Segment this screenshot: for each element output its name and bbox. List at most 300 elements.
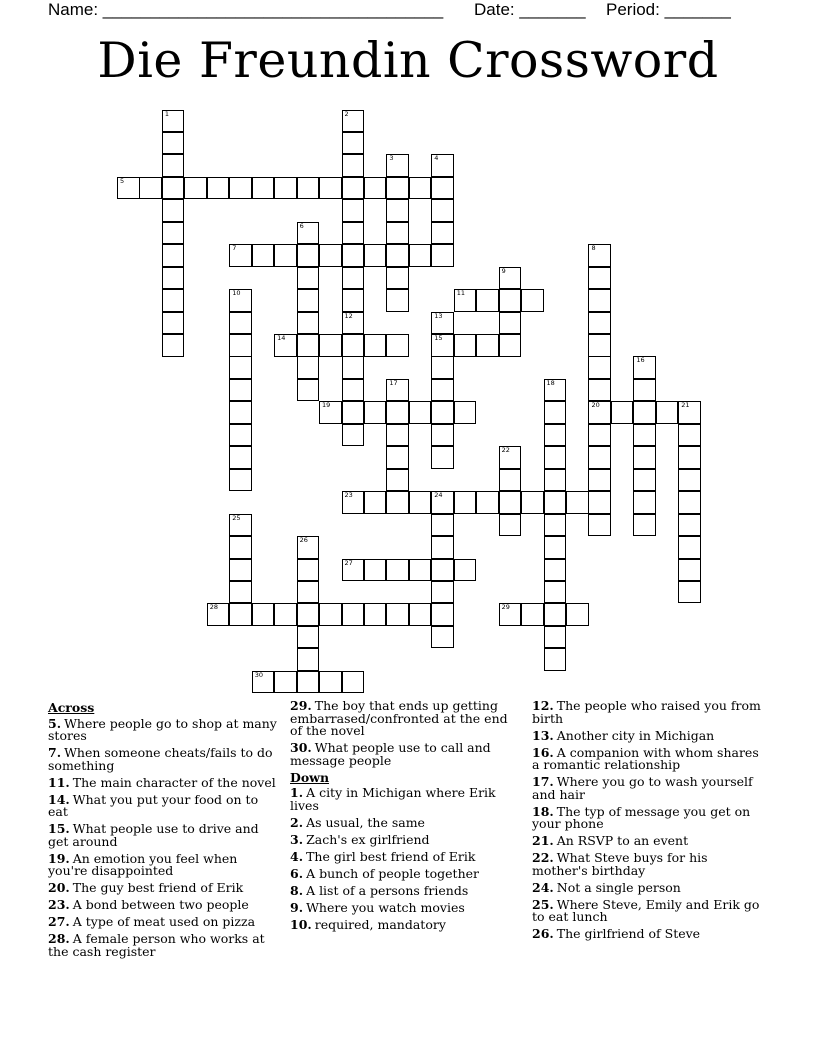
- clue-item-text: Zach's ex girlfriend: [306, 831, 430, 847]
- grid-cell[interactable]: [386, 334, 409, 357]
- clue-item-number: 11.: [48, 774, 70, 790]
- grid-cell[interactable]: [588, 469, 611, 492]
- clue-item-text: What people use to call and message people: [290, 740, 491, 768]
- grid-cell[interactable]: [342, 671, 365, 694]
- grid-cell[interactable]: [431, 401, 454, 424]
- grid-cell[interactable]: [521, 491, 544, 514]
- clue-number: 2: [344, 109, 349, 118]
- grid-cell[interactable]: [229, 177, 252, 200]
- clue-item-text: The girl best friend of Erik: [306, 848, 476, 864]
- clue-item-text: An RSVP to an event: [556, 833, 689, 848]
- grid-cell[interactable]: [544, 514, 567, 537]
- grid-cell[interactable]: [544, 401, 567, 424]
- clue-item-text: A type of meat used on pizza: [72, 914, 256, 929]
- grid-cell[interactable]: [229, 446, 252, 469]
- grid-cell[interactable]: [544, 536, 567, 559]
- grid-cell[interactable]: [386, 559, 409, 582]
- grid-cell[interactable]: [319, 334, 342, 357]
- clue-item: [532, 928, 764, 941]
- grid-cell[interactable]: [588, 289, 611, 312]
- grid-cell[interactable]: [386, 154, 409, 177]
- grid-cell[interactable]: [431, 626, 454, 649]
- grid-cell[interactable]: [297, 244, 320, 267]
- grid-cell[interactable]: [229, 401, 252, 424]
- student-info-header: [48, 0, 768, 20]
- clue-item: [290, 916, 522, 932]
- grid-cell[interactable]: [431, 559, 454, 582]
- grid-cell[interactable]: [342, 491, 365, 514]
- grid-cell[interactable]: [342, 177, 365, 200]
- grid-cell[interactable]: [431, 199, 454, 222]
- clue-item: [48, 850, 280, 878]
- clue-number: 15: [434, 334, 443, 342]
- clue-item-number: 28.: [48, 931, 70, 946]
- clue-item-number: 24.: [532, 879, 554, 895]
- grid-cell[interactable]: [431, 603, 454, 626]
- clue-item-number: 13.: [532, 727, 554, 743]
- clue-item-number: 3.: [290, 831, 304, 847]
- clue-item-number: 17.: [532, 774, 554, 789]
- grid-cell[interactable]: [633, 424, 656, 447]
- grid-cell[interactable]: [431, 334, 454, 357]
- grid-cell[interactable]: [544, 469, 567, 492]
- period-field[interactable]: Period: _______: [606, 0, 731, 19]
- clue-number: 18: [546, 378, 555, 387]
- grid-cell[interactable]: [678, 491, 701, 514]
- grid-cell[interactable]: [454, 334, 477, 357]
- clue-item: [290, 848, 522, 864]
- grid-cell[interactable]: [207, 177, 230, 200]
- grid-cell[interactable]: [364, 491, 387, 514]
- grid-cell[interactable]: [499, 469, 522, 492]
- grid-cell[interactable]: [633, 356, 656, 379]
- grid-cell[interactable]: [364, 401, 387, 424]
- grid-cell[interactable]: [252, 603, 275, 626]
- grid-cell[interactable]: [364, 334, 387, 357]
- grid-cell[interactable]: [499, 289, 522, 312]
- clue-item-number: 18.: [532, 803, 554, 819]
- clues-column-1: [48, 700, 280, 963]
- grid-cell[interactable]: [252, 244, 275, 267]
- grid-cell[interactable]: [162, 132, 185, 155]
- grid-cell[interactable]: [229, 424, 252, 447]
- grid-cell[interactable]: [162, 334, 185, 357]
- grid-cell[interactable]: [431, 244, 454, 267]
- grid-cell[interactable]: [544, 424, 567, 447]
- grid-cell[interactable]: [229, 312, 252, 335]
- clue-number: 1: [164, 109, 170, 118]
- grid-cell[interactable]: [386, 424, 409, 447]
- clue-number: 14: [277, 334, 286, 342]
- grid-cell[interactable]: [162, 222, 185, 245]
- grid-cell[interactable]: [229, 581, 252, 604]
- clue-item: [532, 852, 764, 877]
- grid-cell[interactable]: [678, 514, 701, 537]
- clue-item: [290, 899, 522, 915]
- grid-cell[interactable]: [364, 177, 387, 200]
- grid-cell[interactable]: [611, 401, 634, 424]
- grid-cell[interactable]: [319, 401, 342, 424]
- clue-item: [532, 896, 764, 924]
- grid-cell[interactable]: [297, 267, 320, 290]
- grid-cell[interactable]: [386, 289, 409, 312]
- clue-item: [48, 715, 280, 743]
- grid-cell[interactable]: [409, 559, 432, 582]
- grid-cell[interactable]: [117, 177, 140, 200]
- clues-column-2: [290, 700, 522, 936]
- clue-item-text: Where you go to wash yourself and hair: [532, 774, 753, 802]
- clue-item-text: What people use to drive and get around: [48, 821, 259, 849]
- grid-cell[interactable]: [297, 559, 320, 582]
- clue-item: [48, 933, 280, 958]
- grid-cell[interactable]: [454, 559, 477, 582]
- clue-item: [532, 803, 764, 831]
- grid-cell[interactable]: [431, 446, 454, 469]
- clue-item-text: What Steve buys for his mother's birthday: [532, 850, 708, 878]
- grid-cell[interactable]: [229, 379, 252, 402]
- grid-cell[interactable]: [678, 559, 701, 582]
- clue-item-text: Not a single person: [556, 879, 681, 895]
- grid-cell[interactable]: [162, 154, 185, 177]
- grid-cell[interactable]: [342, 424, 365, 447]
- grid-cell[interactable]: [162, 244, 185, 267]
- clue-item-number: 16.: [532, 744, 554, 760]
- clue-item: [532, 744, 764, 772]
- clue-item: [48, 791, 280, 819]
- clue-item-text: As usual, the same: [306, 814, 425, 830]
- clue-item-number: 25.: [532, 896, 554, 912]
- grid-cell[interactable]: [342, 334, 365, 357]
- clue-item: [48, 882, 280, 895]
- grid-cell[interactable]: [678, 469, 701, 492]
- grid-cell[interactable]: [386, 491, 409, 514]
- grid-cell[interactable]: [297, 671, 320, 694]
- clue-item-text: A city in Michigan where Erik lives: [290, 785, 496, 813]
- grid-cell[interactable]: [386, 199, 409, 222]
- clue-number: 11: [456, 289, 466, 298]
- grid-cell[interactable]: [274, 244, 297, 267]
- grid-cell[interactable]: [342, 559, 365, 582]
- grid-cell[interactable]: [229, 289, 252, 312]
- grid-cell[interactable]: [499, 312, 522, 335]
- grid-cell[interactable]: [678, 446, 701, 469]
- grid-cell[interactable]: [342, 401, 365, 424]
- grid-cell[interactable]: [319, 177, 342, 200]
- grid-cell[interactable]: [297, 536, 320, 559]
- grid-cell[interactable]: [454, 289, 477, 312]
- grid-cell[interactable]: [588, 312, 611, 335]
- grid-cell[interactable]: [297, 222, 320, 245]
- grid-cell[interactable]: [386, 177, 409, 200]
- name-field[interactable]: Name: ____________________________________: [48, 0, 444, 19]
- grid-cell[interactable]: [588, 244, 611, 267]
- clue-item: [290, 787, 522, 812]
- grid-cell[interactable]: [409, 603, 432, 626]
- clue-item: [290, 831, 522, 847]
- grid-cell[interactable]: [431, 312, 454, 335]
- grid-cell[interactable]: [588, 446, 611, 469]
- grid-cell[interactable]: [588, 379, 611, 402]
- clue-number: 17: [389, 378, 398, 387]
- grid-cell[interactable]: [364, 559, 387, 582]
- grid-cell[interactable]: [342, 379, 365, 402]
- grid-cell[interactable]: [297, 648, 320, 671]
- clue-number: 20: [591, 401, 600, 410]
- grid-cell[interactable]: [342, 132, 365, 155]
- clue-item-number: 1.: [290, 785, 304, 800]
- clue-item-number: 12.: [532, 698, 554, 713]
- grid-cell[interactable]: [229, 559, 252, 582]
- grid-cell[interactable]: [566, 603, 589, 626]
- grid-cell[interactable]: [342, 312, 365, 335]
- clue-number: 5: [120, 176, 125, 185]
- clue-item-text: A bond between two people: [72, 897, 249, 912]
- grid-cell[interactable]: [476, 334, 499, 357]
- grid-cell[interactable]: [297, 312, 320, 335]
- grid-cell[interactable]: [454, 401, 477, 424]
- grid-cell[interactable]: [544, 581, 567, 604]
- grid-cell[interactable]: [229, 536, 252, 559]
- clue-item: [290, 742, 522, 767]
- grid-cell[interactable]: [342, 603, 365, 626]
- clue-item-number: 9.: [290, 899, 304, 915]
- grid-cell[interactable]: [409, 177, 432, 200]
- grid-cell[interactable]: [319, 671, 342, 694]
- clue-item-text: When someone cheats/fails to do something: [48, 745, 273, 773]
- clue-item-number: 30.: [290, 740, 312, 755]
- clue-number: 24: [434, 491, 443, 500]
- grid-cell[interactable]: [184, 177, 207, 200]
- grid-cell[interactable]: [544, 446, 567, 469]
- grid-cell[interactable]: [162, 177, 185, 200]
- grid-cell[interactable]: [342, 199, 365, 222]
- grid-cell[interactable]: [386, 379, 409, 402]
- grid-cell[interactable]: [521, 289, 544, 312]
- grid-cell[interactable]: [297, 356, 320, 379]
- clue-item-number: 5.: [48, 715, 62, 731]
- grid-cell[interactable]: [297, 603, 320, 626]
- grid-cell[interactable]: [431, 491, 454, 514]
- grid-cell[interactable]: [297, 581, 320, 604]
- grid-cell[interactable]: [162, 199, 185, 222]
- clue-item-text: The main character of the novel: [72, 774, 276, 790]
- grid-cell[interactable]: [544, 559, 567, 582]
- grid-cell[interactable]: [431, 379, 454, 402]
- grid-cell[interactable]: [229, 603, 252, 626]
- clue-number: 25: [232, 513, 241, 522]
- clue-item-number: 6.: [290, 865, 304, 881]
- grid-cell[interactable]: [342, 154, 365, 177]
- grid-cell[interactable]: [297, 379, 320, 402]
- grid-cell[interactable]: [544, 648, 567, 671]
- grid-cell[interactable]: [252, 671, 275, 694]
- date-field[interactable]: Date: _______: [474, 0, 586, 19]
- grid-cell[interactable]: [409, 401, 432, 424]
- clue-number: 22: [501, 446, 510, 455]
- grid-cell[interactable]: [342, 222, 365, 245]
- grid-cell[interactable]: [229, 514, 252, 537]
- grid-cell[interactable]: [521, 603, 544, 626]
- grid-cell[interactable]: [139, 177, 162, 200]
- grid-cell[interactable]: [678, 536, 701, 559]
- clue-item: [532, 727, 764, 743]
- grid-cell[interactable]: [678, 581, 701, 604]
- clue-number: 21: [681, 401, 690, 410]
- clue-item-number: 19.: [48, 850, 70, 866]
- grid-cell[interactable]: [431, 424, 454, 447]
- clue-number: 28: [209, 603, 219, 612]
- grid-cell[interactable]: [386, 222, 409, 245]
- grid-cell[interactable]: [386, 267, 409, 290]
- grid-cell[interactable]: [342, 289, 365, 312]
- grid-cell[interactable]: [274, 177, 297, 200]
- grid-cell[interactable]: [678, 401, 701, 424]
- grid-cell[interactable]: [342, 244, 365, 267]
- clue-number: 30: [254, 670, 263, 679]
- clue-item-text: Where people go to shop at many stores: [48, 715, 277, 743]
- grid-cell[interactable]: [319, 244, 342, 267]
- clue-number: 27: [344, 558, 353, 567]
- clue-item-text: What you put your food on to eat: [48, 791, 259, 819]
- grid-cell[interactable]: [386, 244, 409, 267]
- grid-cell[interactable]: [207, 603, 230, 626]
- clue-number: 16: [636, 356, 645, 365]
- grid-cell[interactable]: [162, 267, 185, 290]
- grid-cell[interactable]: [588, 514, 611, 537]
- clue-number: 8: [591, 244, 596, 253]
- grid-cell[interactable]: [633, 514, 656, 537]
- grid-cell[interactable]: [499, 603, 522, 626]
- grid-cell[interactable]: [229, 334, 252, 357]
- grid-cell[interactable]: [409, 244, 432, 267]
- clue-item-text: required, mandatory: [314, 916, 446, 932]
- grid-cell[interactable]: [386, 401, 409, 424]
- grid-cell[interactable]: [431, 177, 454, 200]
- grid-cell[interactable]: [229, 356, 252, 379]
- grid-cell[interactable]: [499, 514, 522, 537]
- grid-cell[interactable]: [297, 289, 320, 312]
- grid-cell[interactable]: [431, 536, 454, 559]
- clue-number: 23: [344, 491, 353, 500]
- grid-cell[interactable]: [566, 491, 589, 514]
- grid-cell[interactable]: [297, 626, 320, 649]
- grid-cell[interactable]: [431, 514, 454, 537]
- clue-item: [48, 774, 280, 790]
- grid-cell[interactable]: [431, 581, 454, 604]
- grid-cell[interactable]: [588, 267, 611, 290]
- clue-number: 6: [299, 221, 304, 230]
- grid-cell[interactable]: [431, 154, 454, 177]
- clues-column-3: [532, 700, 764, 945]
- clue-number: 12: [344, 311, 353, 320]
- grid-cell[interactable]: [588, 334, 611, 357]
- clue-item: [290, 865, 522, 881]
- grid-cell[interactable]: [633, 401, 656, 424]
- clue-item-number: 23.: [48, 897, 70, 912]
- grid-cell[interactable]: [454, 491, 477, 514]
- grid-cell[interactable]: [588, 356, 611, 379]
- clue-item: [532, 700, 764, 725]
- clue-item-text: The boy that ends up getting embarrased/confronted at the end of the novel: [290, 698, 508, 738]
- grid-cell[interactable]: [297, 177, 320, 200]
- grid-cell[interactable]: [252, 177, 275, 200]
- grid-cell[interactable]: [544, 626, 567, 649]
- grid-cell[interactable]: [499, 334, 522, 357]
- grid-cell[interactable]: [162, 110, 185, 133]
- grid-cell[interactable]: [162, 289, 185, 312]
- grid-cell[interactable]: [274, 603, 297, 626]
- clue-item-number: 8.: [290, 882, 304, 898]
- grid-cell[interactable]: [588, 401, 611, 424]
- grid-cell[interactable]: [499, 446, 522, 469]
- grid-cell[interactable]: [476, 289, 499, 312]
- grid-cell[interactable]: [431, 222, 454, 245]
- grid-cell[interactable]: [409, 491, 432, 514]
- grid-cell[interactable]: [162, 312, 185, 335]
- clue-item-text: Another city in Michigan: [556, 727, 715, 743]
- clue-item-number: 14.: [48, 791, 70, 807]
- grid-cell[interactable]: [386, 446, 409, 469]
- clue-item: [290, 882, 522, 898]
- grid-cell[interactable]: [364, 603, 387, 626]
- clue-item-text: The typ of message you get on your phone: [532, 803, 751, 831]
- grid-cell[interactable]: [274, 671, 297, 694]
- clue-number: 9: [501, 266, 506, 275]
- grid-cell[interactable]: [633, 379, 656, 402]
- grid-cell[interactable]: [499, 267, 522, 290]
- grid-cell[interactable]: [544, 603, 567, 626]
- grid-cell[interactable]: [319, 603, 342, 626]
- grid-cell[interactable]: [476, 491, 499, 514]
- grid-cell[interactable]: [633, 446, 656, 469]
- clue-item: [290, 700, 522, 738]
- clue-item-number: 22.: [532, 850, 554, 865]
- clue-item: [48, 823, 280, 848]
- grid-cell[interactable]: [544, 379, 567, 402]
- clue-item: [290, 814, 522, 830]
- clue-item-number: 26.: [532, 926, 554, 941]
- grid-cell[interactable]: [386, 603, 409, 626]
- clue-item: [532, 835, 764, 848]
- clue-item-text: A female person who works at the cash register: [48, 931, 265, 959]
- clue-item: [48, 747, 280, 772]
- grid-cell[interactable]: [342, 110, 365, 133]
- grid-cell[interactable]: [499, 491, 522, 514]
- grid-cell[interactable]: [588, 491, 611, 514]
- clue-item: [532, 879, 764, 895]
- grid-cell[interactable]: [633, 491, 656, 514]
- grid-cell[interactable]: [431, 356, 454, 379]
- clue-item-number: 21.: [532, 833, 554, 848]
- grid-cell[interactable]: [342, 267, 365, 290]
- grid-cell[interactable]: [229, 244, 252, 267]
- grid-cell[interactable]: [297, 334, 320, 357]
- clue-number: 10: [232, 289, 241, 298]
- grid-cell[interactable]: [386, 469, 409, 492]
- grid-cell[interactable]: [656, 401, 679, 424]
- grid-cell[interactable]: [544, 491, 567, 514]
- clue-item-text: An emotion you feel when you're disappointed: [48, 850, 238, 878]
- grid-cell[interactable]: [678, 424, 701, 447]
- grid-cell[interactable]: [633, 469, 656, 492]
- clue-number: 13: [434, 311, 443, 320]
- grid-cell[interactable]: [588, 424, 611, 447]
- grid-cell[interactable]: [342, 356, 365, 379]
- grid-cell[interactable]: [229, 469, 252, 492]
- clue-item-text: The guy best friend of Erik: [72, 880, 244, 895]
- grid-cell[interactable]: [274, 334, 297, 357]
- grid-cell[interactable]: [364, 244, 387, 267]
